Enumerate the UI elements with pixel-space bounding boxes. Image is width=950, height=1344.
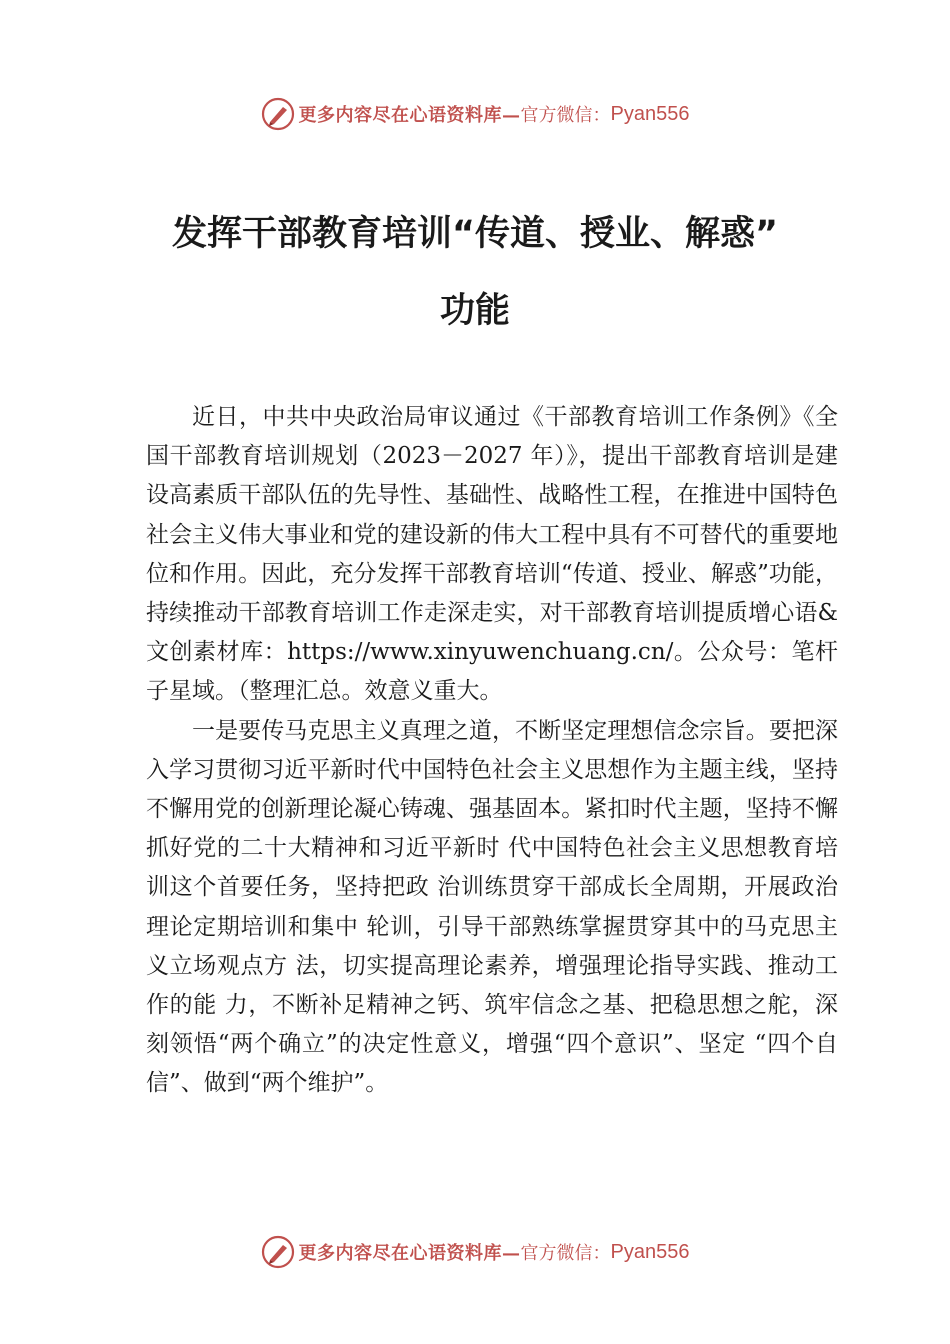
watermark-main: 更多内容尽在心语资料库— xyxy=(298,1243,521,1264)
watermark-main: 更多内容尽在心语资料库— xyxy=(298,105,521,126)
watermark-id: Pyan556 xyxy=(610,102,690,125)
paragraph-intro: 近日，中共中央政治局审议通过《干部教育培训工作条例》《全国干部教育培训规划（2023－2027 年）》，提出干部教育培训是建设高素质干部队伍的先导性、基础性、战略性工程，在推进中国特色社会主义伟大事业和党的建设新的伟大工程中具有不可替代的重要地位和作用。因此，充分发挥干部教育培训“传道、授业、解惑”功能，持续推动干部教育培训工作走深走实，对干部教育培训提质增心语&文创素材库：https://www.xinyuwenchuang.cn/。公众号：笔杆子星域。（整理汇总。效意义重大。 xyxy=(146,404,838,705)
page-title-continued: 功能 xyxy=(439,291,510,331)
page-title: 发挥干部教育培训“传道、授业、解惑” xyxy=(171,214,778,254)
document-body xyxy=(146,398,838,1104)
pen-logo-icon xyxy=(261,1235,295,1269)
pen-logo-icon xyxy=(261,97,295,131)
watermark-header xyxy=(0,94,950,134)
watermark-footer xyxy=(0,1232,950,1272)
paragraph-point-one: 一是要传马克思主义真理之道，不断坚定理想信念宗旨。要把深入学习贯彻习近平新时代中国特色社会主义思想作为主题主线，坚持不懈用党的创新理论凝心铸魂、强基固本。紧扣时代主题，坚持不懈抓好党的二十大精神和习近平新时 代中国特色社会主义思想教育培训这个首要任务，坚持把政 治训练贯穿干部成长全周期，开展政治理论定期培训和集中 轮训，引导干部熟练掌握贯穿其中的马克思主义立场观点方 法，切实提高理论素养，增强理论指导实践、推动工作的能 力，不断补足精神之钙、筑牢信念之基、把稳思想之舵，深 刻领悟“两个确立”的决定性意义，增强“四个意识”、坚定 “四个自信”、做到“两个维护”。 xyxy=(146,717,838,1097)
watermark-wechat: 官方微信： xyxy=(520,1243,611,1264)
watermark-wechat: 官方微信： xyxy=(520,105,611,126)
watermark-id: Pyan556 xyxy=(610,1240,690,1263)
